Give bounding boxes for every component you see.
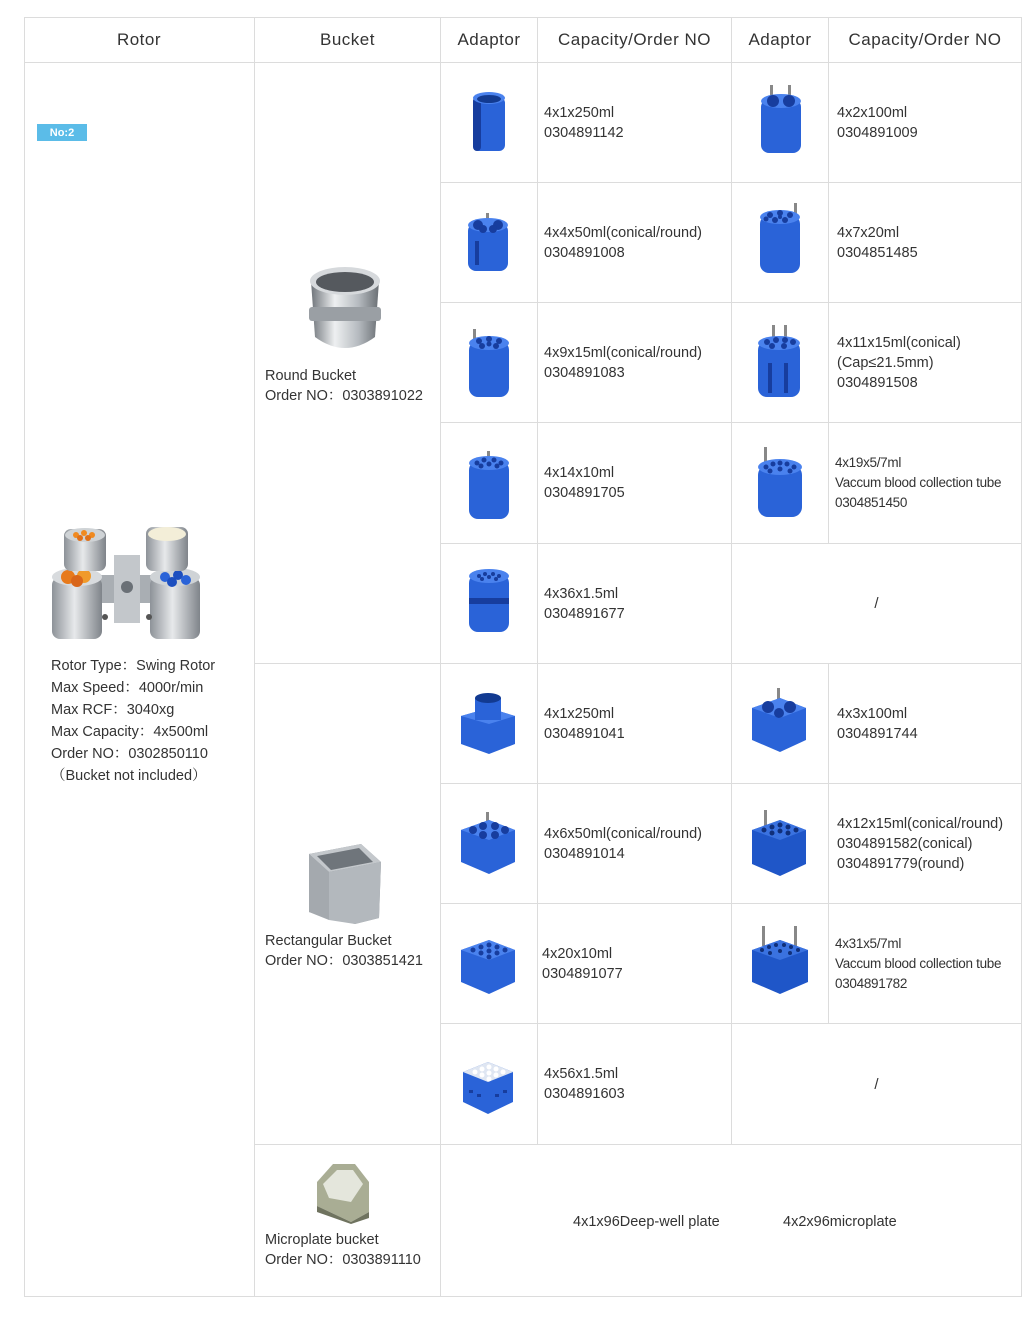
rect-bucket-name: Rectangular Bucket bbox=[265, 933, 392, 949]
capacity-cell bbox=[538, 63, 732, 183]
microplate-bucket-cell bbox=[255, 1145, 441, 1297]
rotor-note: （Bucket not included） bbox=[51, 768, 207, 784]
order-number: 0304891782 bbox=[835, 975, 908, 991]
capacity-cell bbox=[538, 544, 732, 664]
adaptor-50ml-round-image bbox=[465, 211, 511, 275]
header-rotor bbox=[24, 17, 255, 63]
order-number: 0304891008 bbox=[544, 244, 625, 261]
capacity-text: 4x2x100ml bbox=[837, 104, 908, 121]
capacity-text: 4x9x15ml(conical/round) bbox=[544, 344, 702, 361]
microplate-bucket-image bbox=[311, 1162, 375, 1224]
capacity-text: 4x6x50ml(conical/round) bbox=[544, 825, 702, 842]
header-capacity-2-label: Capacity/Order NO bbox=[848, 29, 1002, 49]
adaptor-image-cell bbox=[732, 423, 829, 544]
capacity-cell bbox=[829, 63, 1022, 183]
capacity-text: 4x31x5/7ml bbox=[835, 935, 902, 951]
not-available-mark: / bbox=[874, 595, 879, 612]
capacity-cell bbox=[538, 664, 732, 784]
adaptor-image-cell bbox=[732, 904, 829, 1024]
rotor-max-speed: Max Speed：4000r/min bbox=[51, 680, 204, 696]
order-number: 0304851450 bbox=[835, 495, 908, 510]
adaptor-image-cell bbox=[732, 63, 829, 183]
order-number: 0304891508 bbox=[837, 374, 918, 391]
capacity-cell bbox=[829, 423, 1022, 544]
microplate-bucket-order: Order NO：0303891110 bbox=[265, 1252, 421, 1268]
adaptor-image-cell bbox=[441, 183, 538, 303]
capacity-text: 4x12x15ml(conical/round) bbox=[837, 815, 1004, 832]
header-adaptor-2 bbox=[732, 17, 829, 63]
empty-adaptor-cell bbox=[732, 1024, 1022, 1145]
round-bucket-image bbox=[305, 263, 385, 359]
order-number: 0304891077 bbox=[542, 965, 623, 982]
order-number: 0304891677 bbox=[544, 605, 625, 622]
header-rotor-label: Rotor bbox=[116, 29, 162, 49]
capacity-cell bbox=[538, 904, 732, 1024]
order-number: 0304891014 bbox=[544, 845, 625, 862]
empty-adaptor-cell bbox=[732, 544, 1022, 664]
order-number: 0304891009 bbox=[837, 124, 918, 141]
capacity-text: 4x1x250ml bbox=[544, 705, 615, 722]
capacity-cell bbox=[538, 784, 732, 904]
rotor-number-badge: No:2 bbox=[37, 124, 87, 141]
adaptor-image-cell bbox=[441, 63, 538, 183]
adaptor-image-cell bbox=[441, 664, 538, 784]
rect-bucket-order: Order NO：0303851421 bbox=[265, 953, 423, 969]
round-bucket-name: Round Bucket bbox=[265, 368, 357, 384]
adaptor-image-cell bbox=[732, 784, 829, 904]
header-bucket-label: Bucket bbox=[320, 29, 375, 49]
capacity-cell bbox=[829, 303, 1022, 423]
order-number: 0304891705 bbox=[544, 485, 625, 501]
capacity-text: 4x20x10ml bbox=[542, 945, 613, 962]
capacity-cell bbox=[538, 1024, 732, 1145]
rotor-max-rcf: Max RCF：3040xg bbox=[51, 702, 175, 718]
adaptor-image-cell bbox=[441, 303, 538, 423]
header-adaptor-1-label: Adaptor bbox=[457, 29, 521, 49]
capacity-text: 4x4x50ml(conical/round) bbox=[544, 224, 702, 241]
capacity-cell bbox=[538, 183, 732, 303]
capacity-cell bbox=[538, 423, 732, 544]
adaptor-image-cell bbox=[441, 784, 538, 904]
swing-rotor-image bbox=[50, 525, 204, 649]
capacity-text: 4x3x100ml bbox=[837, 705, 908, 722]
order-number: 0304891603 bbox=[544, 1086, 625, 1102]
cap-limit: (Cap≤21.5mm) bbox=[837, 354, 934, 371]
rect-bucket-cell bbox=[255, 664, 441, 1145]
adaptor-image-cell bbox=[441, 544, 538, 664]
microplate-capacity: 4x2x96microplate bbox=[783, 1214, 897, 1230]
round-bucket-info bbox=[265, 366, 423, 406]
rotor-max-capacity: Max Capacity：4x500ml bbox=[51, 724, 209, 740]
capacity-text: 4x56x1.5ml bbox=[544, 1066, 619, 1082]
capacity-text: 4x11x15ml(conical) bbox=[837, 334, 961, 351]
rectangular-bucket-image bbox=[305, 840, 383, 926]
round-bucket-cell bbox=[255, 63, 441, 664]
capacity-text: 4x19x5/7ml bbox=[835, 455, 902, 470]
adaptor-100ml-round-image bbox=[758, 83, 804, 157]
rotor-order-no: Order NO：0302850110 bbox=[51, 746, 208, 762]
order-number-conical: 0304891582(conical) bbox=[837, 835, 973, 852]
adaptor-1-5ml-rect-image bbox=[461, 1056, 515, 1116]
rotor-cell bbox=[24, 63, 255, 1297]
order-number: 0304891142 bbox=[544, 124, 624, 141]
adaptor-image-cell bbox=[441, 1024, 538, 1145]
adaptor-15ml-conical-image bbox=[754, 323, 804, 401]
order-number: 0304891083 bbox=[544, 364, 625, 381]
tube-type: Vaccum blood collection tube bbox=[835, 475, 1002, 490]
adaptor-5-7ml-rect-image bbox=[750, 924, 810, 996]
header-capacity-2 bbox=[829, 17, 1022, 63]
microplate-bucket-info bbox=[265, 1230, 421, 1270]
capacity-text: 4x1x250ml bbox=[544, 104, 615, 121]
adaptor-250ml-rect-image bbox=[459, 692, 517, 756]
capacity-text: 4x7x20ml bbox=[837, 224, 900, 241]
adaptor-5-7ml-round-image bbox=[754, 445, 806, 521]
adaptor-1-5ml-round-image bbox=[465, 568, 513, 636]
header-capacity-1-label: Capacity/Order NO bbox=[557, 29, 712, 49]
microplate-capacity-cell bbox=[441, 1145, 1022, 1297]
adaptor-10ml-round-image bbox=[465, 449, 513, 521]
adaptor-image-cell bbox=[441, 423, 538, 544]
header-adaptor-1 bbox=[441, 17, 538, 63]
adaptor-50ml-rect-image bbox=[459, 810, 517, 876]
adaptor-20ml-round-image bbox=[756, 201, 804, 277]
adaptor-15ml-round-image bbox=[465, 327, 513, 399]
adaptor-image-cell bbox=[732, 664, 829, 784]
order-number: 0304891744 bbox=[837, 725, 918, 742]
adaptor-250ml-round-image bbox=[469, 89, 509, 155]
capacity-cell bbox=[829, 664, 1022, 784]
adaptor-image-cell bbox=[732, 303, 829, 423]
capacity-cell bbox=[829, 183, 1022, 303]
capacity-cell bbox=[538, 303, 732, 423]
header-adaptor-2-label: Adaptor bbox=[748, 29, 812, 49]
capacity-text: 4x14x10ml bbox=[544, 465, 615, 481]
adaptor-10ml-rect-image bbox=[459, 932, 517, 996]
adaptor-15ml-rect-image bbox=[750, 808, 808, 878]
capacity-cell bbox=[829, 784, 1022, 904]
order-number-round: 0304891779(round) bbox=[837, 855, 965, 872]
rotor-type: Rotor Type：Swing Rotor bbox=[51, 658, 216, 674]
tube-type: Vaccum blood collection tube bbox=[835, 955, 1002, 971]
round-bucket-order: Order NO：0303891022 bbox=[265, 388, 423, 404]
adaptor-100ml-rect-image bbox=[750, 686, 808, 754]
rect-bucket-info bbox=[265, 931, 423, 971]
adaptor-image-cell bbox=[441, 904, 538, 1024]
rotor-specs bbox=[51, 655, 215, 787]
order-number: 0304851485 bbox=[837, 244, 918, 261]
header-capacity-1 bbox=[538, 17, 732, 63]
not-available-mark: / bbox=[874, 1075, 879, 1093]
capacity-text: 4x36x1.5ml bbox=[544, 585, 619, 602]
adaptor-image-cell bbox=[732, 183, 829, 303]
capacity-cell bbox=[829, 904, 1022, 1024]
header-bucket bbox=[255, 17, 441, 63]
microplate-bucket-name: Microplate bucket bbox=[265, 1232, 379, 1248]
deep-well-plate-capacity: 4x1x96Deep-well plate bbox=[573, 1214, 720, 1230]
order-number: 0304891041 bbox=[544, 725, 625, 742]
